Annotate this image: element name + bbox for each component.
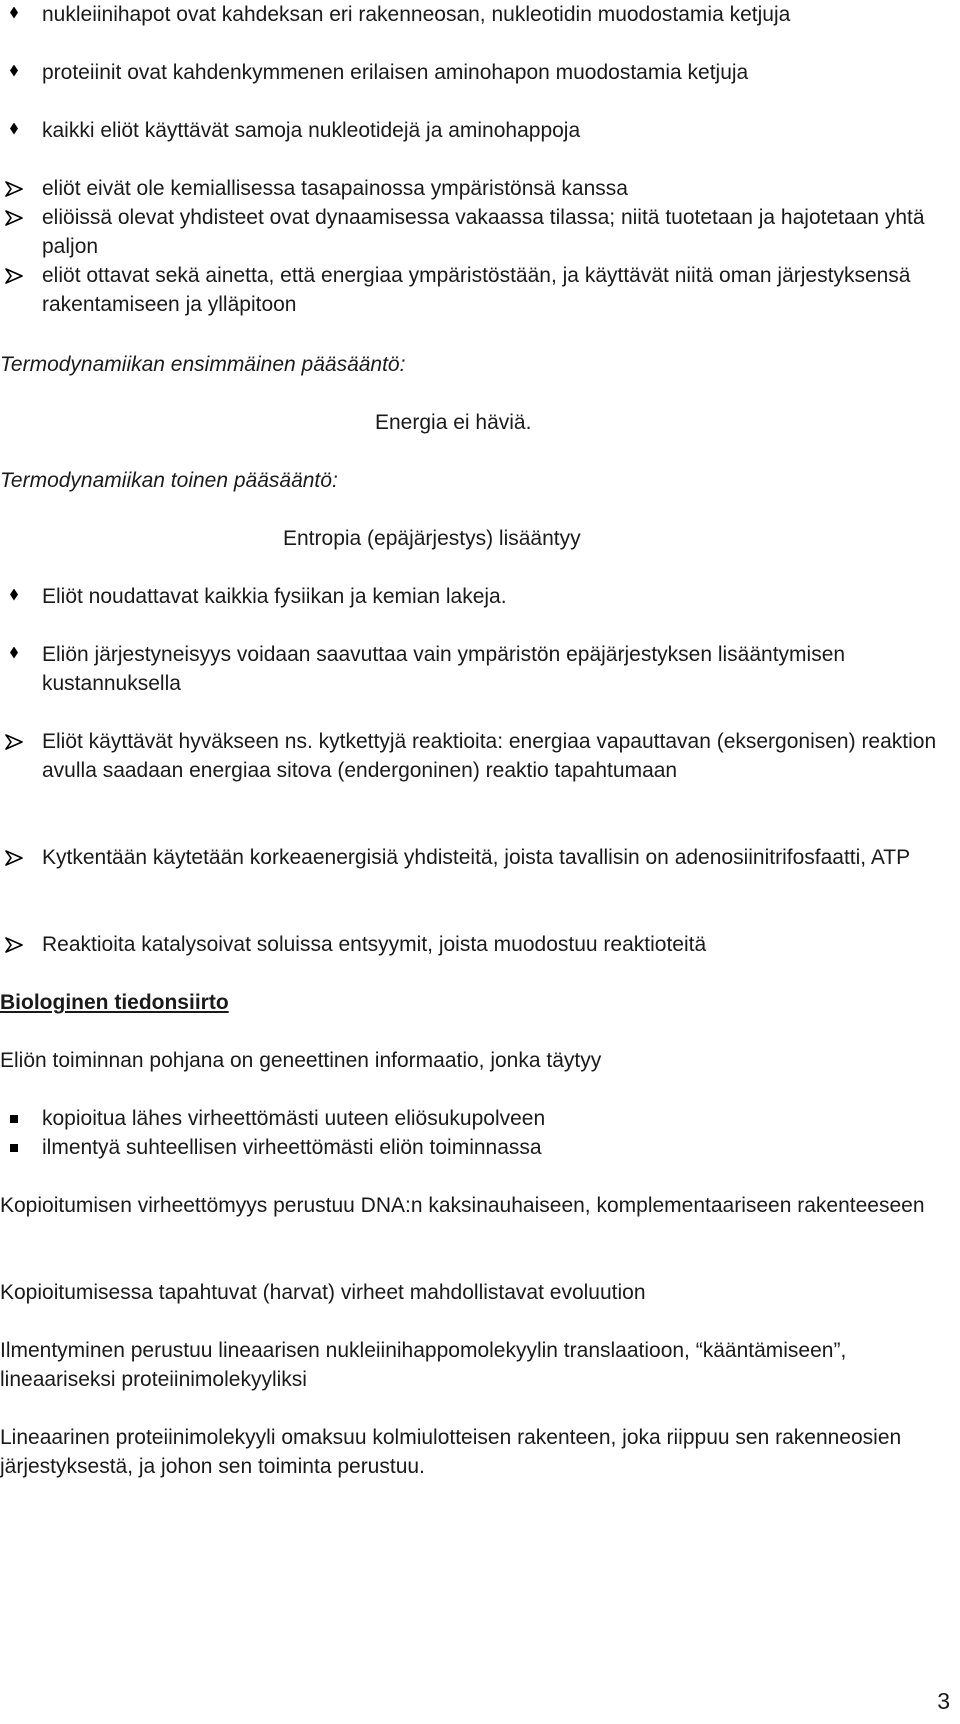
law2-heading: Termodynamiikan toinen pääsääntö: — [0, 469, 338, 492]
square-bullet-icon — [0, 1104, 28, 1133]
list-item: Eliöt noudattavat kaikkia fysiikan ja kemian lakeja. — [0, 582, 945, 611]
paragraph: Kopioitumisessa tapahtuvat (harvat) virheet mahdollistavat evoluution — [0, 1281, 646, 1304]
arrow-bullet-icon — [0, 843, 28, 872]
diamond-bullet-icon — [0, 582, 28, 611]
intro-paragraph: Eliön toiminnan pohjana on geneettinen informaatio, jonka täytyy — [0, 1049, 602, 1072]
diamond-bullet-icon — [0, 640, 28, 669]
list-item: eliöissä olevat yhdisteet ovat dynaamisessa vakaassa tilassa; niitä tuotetaan ja hajotetaan yhtä paljon — [0, 203, 945, 261]
list-item: Eliön järjestyneisyys voidaan saavuttaa vain ympäristön epäjärjestyksen lisääntymisen kustannuksella — [0, 640, 945, 698]
paragraph: Ilmentyminen perustuu lineaarisen nukleiinihappomolekyylin translaatioon, “kääntämiseen”, lineaariseksi proteiinimolekyyliksi — [0, 1339, 847, 1391]
list-item: eliöt eivät ole kemiallisessa tasapainossa ympäristönsä kanssa — [0, 174, 945, 203]
arrow-bullet-icon — [0, 727, 28, 756]
law2-text: Entropia (epäjärjestys) lisääntyy — [283, 527, 581, 550]
section-heading: Biologinen tiedonsiirto — [0, 991, 229, 1014]
list-item: ilmentyä suhteellisen virheettömästi eliön toiminnassa — [0, 1133, 945, 1162]
list-item: kaikki eliöt käyttävät samoja nukleotidejä ja aminohappoja — [0, 116, 945, 145]
list-item: Kytkentään käytetään korkeaenergisiä yhdisteitä, joista tavallisin on adenosiinitrifosfaatti, ATP — [0, 843, 945, 872]
diamond-bullet-icon — [0, 58, 28, 87]
diamond-bullet-icon — [0, 0, 28, 29]
list-item: eliöt ottavat sekä ainetta, että energiaa ympäristöstään, ja käyttävät niitä oman järjestyksensä rakentamiseen ja ylläpitoon — [0, 261, 945, 319]
law1-heading: Termodynamiikan ensimmäinen pääsääntö: — [0, 353, 406, 376]
list-item: nukleiinihapot ovat kahdeksan eri rakenneosan, nukleotidin muodostamia ketjuja — [0, 0, 945, 29]
arrow-bullet-icon — [0, 174, 28, 203]
arrow-bullet-icon — [0, 930, 28, 959]
square-bullet-icon — [0, 1133, 28, 1162]
list-item: proteiinit ovat kahdenkymmenen erilaisen aminohapon muodostamia ketjuja — [0, 58, 945, 87]
list-item: Reaktioita katalysoivat soluissa entsyymit, joista muodostuu reaktioteitä — [0, 930, 945, 959]
list-item: Eliöt käyttävät hyväkseen ns. kytkettyjä reaktioita: energiaa vapauttavan (eksergonisen) reaktion avulla saadaan energiaa sitova (endergoninen) reaktio tapahtumaan — [0, 727, 945, 785]
paragraph: Kopioitumisen virheettömyys perustuu DNA:n kaksinauhaiseen, komplementaariseen rakenteeseen — [0, 1194, 925, 1217]
arrow-bullet-icon — [0, 261, 28, 290]
law1-text: Energia ei häviä. — [375, 411, 532, 434]
list-item: kopioitua lähes virheettömästi uuteen eliösukupolveen — [0, 1104, 945, 1133]
paragraph: Lineaarinen proteiinimolekyyli omaksuu kolmiulotteisen rakenteen, joka riippuu sen rakenneosien järjestyksestä, ja johon sen toiminta perustuu. — [0, 1426, 902, 1478]
page-number: 3 — [937, 1688, 950, 1714]
diamond-bullet-icon — [0, 116, 28, 145]
arrow-bullet-icon — [0, 203, 28, 232]
